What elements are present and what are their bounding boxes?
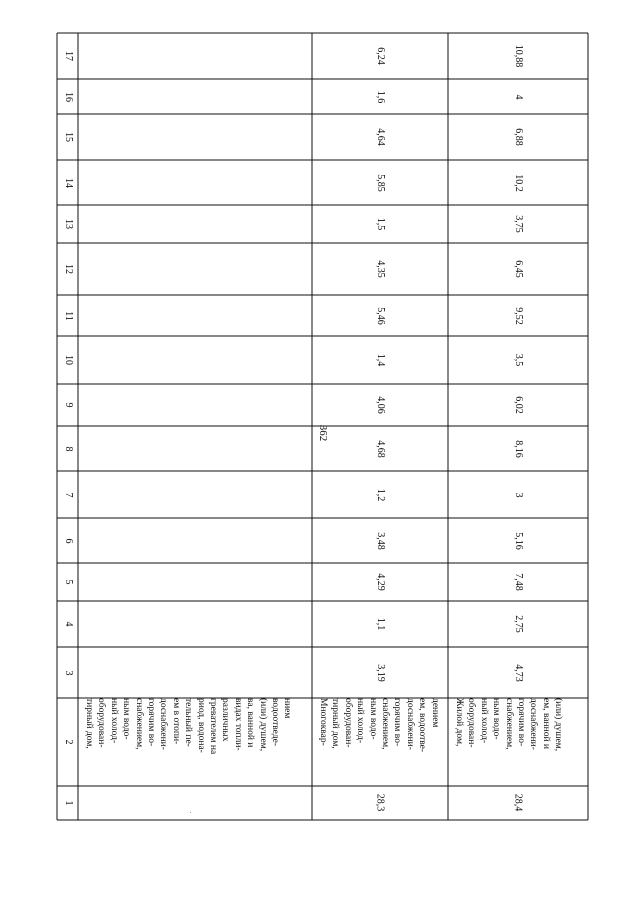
column-number-7: 7 <box>62 492 74 497</box>
table-cell: 1,5 <box>375 217 386 231</box>
row-description-line: Многоквар- <box>318 698 328 746</box>
row-description-line: (или) душем, <box>553 698 564 752</box>
speck <box>190 812 191 813</box>
row-description-line: Жилой дом, <box>454 698 464 747</box>
row-description-line: различных <box>220 698 231 742</box>
table-cell: 2,75 <box>513 615 524 633</box>
row-description-line: ем, ванной и <box>540 698 551 750</box>
column-number-1: 1 <box>62 800 74 806</box>
row-description-line: дением <box>429 698 440 728</box>
table-cell: 4,29 <box>375 573 386 591</box>
table-cell: 4,06 <box>375 396 386 414</box>
column-number-2: 2 <box>62 739 74 745</box>
row-number: 28,3 <box>374 793 386 812</box>
page-number: 362 <box>317 424 329 442</box>
table-cell: 3 <box>513 492 524 497</box>
column-number-8: 8 <box>62 446 74 451</box>
row-description-line: ем, водоотве- <box>417 698 428 753</box>
row-description-line: гревателем на <box>208 698 218 755</box>
column-number-12: 12 <box>62 264 74 274</box>
column-number-16: 16 <box>62 91 74 102</box>
table-cell: 5,16 <box>513 531 524 550</box>
row-description-line: горячим во- <box>392 698 403 747</box>
row-description-line: ный холод- <box>478 698 489 744</box>
row-description-line: снабжением, <box>503 698 514 750</box>
table-cell: 3,75 <box>513 215 524 233</box>
table-cell: 3,48 <box>375 531 386 550</box>
table-cell: 4,64 <box>375 128 386 146</box>
column-number-6: 6 <box>62 538 74 543</box>
row-description-line: ным водо- <box>491 698 502 740</box>
row-description-line: ва, ванной и <box>245 698 256 748</box>
table-cell: 6,45 <box>513 260 524 278</box>
table-cell: 6,02 <box>513 396 524 414</box>
row-description-line: видах топли- <box>232 698 243 751</box>
row-description-line: водоотведе- <box>270 698 280 746</box>
row-description-line: тирный дом, <box>84 698 94 749</box>
row-description-line: риод, водона- <box>195 698 206 753</box>
table-cell: 4,73 <box>513 663 524 682</box>
table-cell: 5,85 <box>375 173 386 192</box>
table-cell: 1,1 <box>375 617 386 631</box>
column-number-5: 5 <box>62 579 74 585</box>
row-description-line: ный холод- <box>355 698 366 744</box>
table-cell: 3,19 <box>375 663 386 682</box>
table-cell: 1,4 <box>375 353 386 367</box>
row-description-line: (или) душем, <box>257 698 268 752</box>
row-description-line: снабжением, <box>133 698 144 750</box>
table-cell: 10,2 <box>513 173 524 192</box>
column-number-17: 17 <box>62 51 74 61</box>
row-description-line: горячим во- <box>146 698 156 747</box>
column-number-11: 11 <box>62 310 74 321</box>
table-cell: 4,68 <box>375 439 386 458</box>
row-description-line: доснабжени- <box>158 698 169 750</box>
column-number-13: 13 <box>62 219 74 229</box>
table-cell: 6,88 <box>513 128 524 146</box>
row-description-line: ный холод- <box>108 698 119 744</box>
table-cell: 3,5 <box>513 353 524 367</box>
column-number-4: 4 <box>62 621 74 627</box>
table-cell: 4,35 <box>375 260 386 278</box>
column-number-3: 3 <box>62 670 74 675</box>
table-cell: 8,16 <box>513 439 524 458</box>
row-description-line: тельный пе- <box>183 698 194 747</box>
row-description-line: доснабжени- <box>404 698 415 750</box>
row-description-line: оборудован- <box>96 698 107 748</box>
row-description-line: нием <box>282 698 293 719</box>
row-description-line: ным водо- <box>367 698 378 740</box>
table-cell: 1,2 <box>375 488 386 501</box>
table-cell: 7,48 <box>513 573 524 591</box>
table-cell: 1,6 <box>375 90 386 103</box>
row-description-line: оборудован- <box>466 698 477 748</box>
column-number-10: 10 <box>62 355 74 365</box>
row-description-line: ем в отопи- <box>170 698 181 745</box>
row-description-line: оборудован- <box>342 698 353 748</box>
row-description-line: тирный дом, <box>330 698 341 749</box>
column-number-15: 15 <box>62 132 74 142</box>
table-cell: 5,46 <box>375 306 386 325</box>
table-cell: 10,88 <box>513 44 524 68</box>
row-description-line: ным водо- <box>121 698 132 740</box>
table-cell: 9,52 <box>513 306 524 325</box>
column-number-14: 14 <box>62 177 74 188</box>
table-cell: 6,24 <box>375 47 386 65</box>
row-description-line: снабжением, <box>380 698 390 750</box>
row-number: 28,4 <box>512 793 524 812</box>
table-cell: 4 <box>513 94 524 99</box>
row-description-line: доснабжени- <box>528 698 539 750</box>
row-description-line: горячим во- <box>516 698 526 747</box>
column-number-9: 9 <box>62 402 74 408</box>
